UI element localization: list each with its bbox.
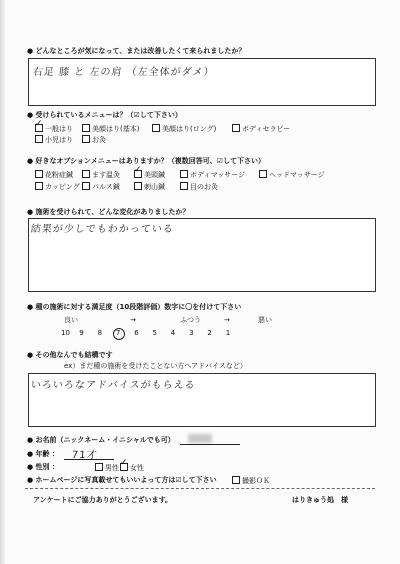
q3-option-5[interactable] [259, 170, 325, 180]
q5-arrow-left: → [130, 316, 136, 324]
q2-checkbox-2[interactable] [82, 124, 90, 132]
q3-option-3[interactable] [134, 170, 165, 180]
scale-value[interactable]: 6 [134, 329, 139, 337]
q6-answer: いろいろなアドバイスがもらえる [30, 380, 197, 391]
gender-option-2[interactable] [120, 463, 144, 473]
name-label: ● お名前（ニックネーム・イニシャルでも可） [27, 436, 175, 444]
q2-option-label: 美顔はり(ロング) [162, 125, 217, 133]
q3-option-label: カッピング [45, 183, 80, 191]
q2-option-4[interactable] [232, 124, 290, 134]
q3-option-label: 花粉症鍼 [45, 171, 73, 179]
q3-option-label: ヘッドマッサージ [269, 171, 325, 179]
q6-answer-box[interactable] [28, 373, 376, 427]
q3-checkbox-1[interactable] [35, 170, 43, 178]
dashed-divider [25, 488, 375, 489]
q2-option-label: ボディセラピー [242, 125, 291, 133]
q3-question: ● 好きなオプションメニューはありますか？（複数回答可、☑して下さい） [27, 157, 265, 165]
name-underline [180, 444, 240, 445]
q4-question: ● 施術を受けられて、どんな変化がありましたか？ [27, 208, 190, 216]
q2-option-label: 小児はり [45, 136, 73, 144]
q3-option-label: 刺山鍼 [144, 183, 165, 191]
q3-option-label: パルス鍼 [92, 183, 120, 191]
q1-question: ● どんなところが気になって、または改善したくて来られましたか？ [27, 47, 246, 55]
photo-ok-checkbox[interactable] [232, 476, 240, 484]
scale-value[interactable]: 10 [61, 329, 70, 337]
age-underline [64, 459, 114, 460]
q4-answer: 結果が少しでもわかっている [30, 224, 175, 235]
q3-option-label: 目のお灸 [190, 183, 218, 191]
q2-checkbox-1[interactable] [35, 124, 43, 132]
q3-checkbox-3[interactable] [134, 170, 142, 178]
q3-option-label: 美頭鍼 [144, 171, 165, 179]
q3-option-6[interactable] [35, 182, 80, 192]
q6-example: ex）まだ種の施術を受けたことない方へアドバイスなど） [64, 362, 247, 370]
age-value[interactable]: 71才 [71, 450, 99, 461]
q3-option-9[interactable] [180, 182, 218, 192]
q5-label-bad: 悪い [258, 316, 272, 324]
q2-option-3[interactable] [152, 124, 216, 134]
gender-option-label: 女性 [130, 464, 144, 472]
q2-option-5[interactable] [35, 135, 73, 145]
q3-option-8[interactable] [134, 182, 165, 192]
scale-value[interactable]: 5 [152, 329, 157, 337]
q2-checkbox-3[interactable] [152, 124, 160, 132]
q3-checkbox-5[interactable] [259, 170, 267, 178]
q3-option-1[interactable] [35, 170, 73, 180]
q3-option-2[interactable] [82, 170, 120, 180]
gender-checkbox-2[interactable] [120, 463, 128, 471]
q3-option-7[interactable] [82, 182, 120, 192]
age-label: ● 年齢 ： [27, 450, 59, 458]
q2-option-6[interactable] [82, 135, 106, 145]
q2-option-2[interactable] [82, 124, 139, 134]
scan-shadow [0, 0, 6, 564]
scale-value[interactable]: 4 [170, 329, 176, 337]
selected-rating-circle [113, 328, 125, 340]
q2-checkbox-4[interactable] [232, 124, 240, 132]
q2-option-label: 美顔はり(基本) [92, 125, 140, 133]
gender-checkbox-1[interactable] [95, 463, 103, 471]
scale-value[interactable]: 7 [115, 329, 121, 337]
q3-checkbox-2[interactable] [82, 170, 90, 178]
scale-value[interactable]: 3 [189, 329, 194, 337]
q5-arrow-right: → [224, 316, 230, 324]
scale-value[interactable]: 1 [225, 329, 231, 337]
q3-checkbox-8[interactable] [134, 182, 142, 190]
q3-checkbox-9[interactable] [180, 182, 188, 190]
q5-label-good: 良い [64, 316, 78, 324]
q3-checkbox-4[interactable] [180, 170, 188, 178]
q2-option-1[interactable] [35, 124, 73, 134]
footer-clinic: はりきゅう処 様 [292, 496, 348, 504]
q3-option-4[interactable] [180, 170, 245, 180]
q3-checkbox-7[interactable] [82, 182, 90, 190]
footer-thanks: アンケートにご協力ありがとうございます。 [33, 496, 173, 504]
redacted-name [188, 434, 212, 443]
q2-option-label: 一般はり [45, 125, 73, 133]
q2-question: ● 受けられているメニューは？（☑して下さい） [27, 111, 182, 119]
q2-checkbox-5[interactable] [35, 135, 43, 143]
q2-option-label: お灸 [92, 136, 106, 144]
q1-answer-box[interactable] [28, 58, 376, 106]
q2-checkbox-6[interactable] [82, 135, 90, 143]
q6-question: ● その他なんでも結構です [27, 351, 113, 359]
q5-question: ● 種の施術に対する満足度（10段階評価）数字に〇を付けて下さい [27, 303, 242, 311]
homepage-label: ● ホームページに写真載せてもいいよって方は☑して下さい [27, 476, 217, 484]
scale-value[interactable]: 8 [97, 329, 103, 337]
q1-answer: 右足 膝 と 左の肩 （左全体がダメ） [32, 67, 216, 78]
scale-value[interactable]: 2 [207, 329, 212, 337]
gender-option-1[interactable] [95, 463, 119, 473]
gender-label: ● 性別 ： [27, 463, 59, 471]
photo-ok-label: 撮影ＯＫ [242, 477, 270, 485]
q3-checkbox-6[interactable] [35, 182, 43, 190]
photo-ok-option[interactable] [232, 476, 270, 486]
q3-option-label: ます温灸 [92, 171, 120, 179]
scale-value[interactable]: 9 [79, 329, 84, 337]
q5-label-mid: ふつう [180, 316, 201, 324]
gender-option-label: 男性 [105, 464, 119, 472]
q4-answer-box[interactable] [28, 218, 376, 292]
q3-option-label: ボディマッサージ [190, 171, 246, 179]
